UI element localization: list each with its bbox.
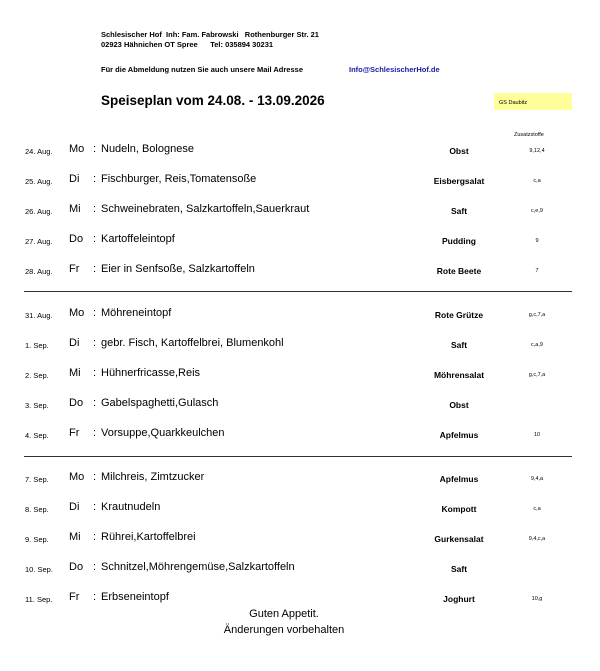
menu-additives: 7 <box>535 268 539 274</box>
menu-meal: Erbseneintopf <box>101 591 169 603</box>
menu-date: 27. Aug. <box>25 237 53 246</box>
menu-row <box>0 470 600 488</box>
menu-weekday: Di <box>69 501 80 513</box>
menu-additives: g,c,7,a <box>528 372 546 378</box>
menu-row <box>0 366 600 384</box>
menu-side-dish: Eisbergsalat <box>433 176 485 186</box>
menu-date: 8. Sep. <box>25 505 49 514</box>
menu-meal: gebr. Fisch, Kartoffelbrei, Blumenkohl <box>101 337 284 349</box>
footer-notice: Änderungen vorbehalten <box>223 624 345 636</box>
menu-date: 11. Sep. <box>25 595 53 604</box>
menu-row <box>0 530 600 548</box>
menu-date: 31. Aug. <box>25 311 53 320</box>
school-badge-label: GS Daubitz <box>499 100 528 106</box>
menu-row <box>0 142 600 160</box>
week-divider <box>24 291 572 292</box>
menu-colon: : <box>93 397 97 409</box>
menu-colon: : <box>93 203 97 215</box>
header-address-line: Schlesischer Hof Inh: Fam. Fabrowski Rothenburger Str. 21 <box>101 30 319 39</box>
menu-side-dish: Obst <box>449 146 469 156</box>
menu-side-dish: Saft <box>450 340 468 350</box>
menu-weekday: Fr <box>69 591 80 603</box>
menu-colon: : <box>93 263 97 275</box>
menu-meal: Hühnerfricasse,Reis <box>101 367 201 379</box>
menu-colon: : <box>93 591 97 603</box>
menu-row <box>0 306 600 324</box>
menu-meal: Schnitzel,Möhrengemüse,Salzkartoffeln <box>101 561 295 573</box>
menu-meal: Gabelspaghetti,Gulasch <box>101 397 219 409</box>
menu-date: 9. Sep. <box>25 535 49 544</box>
menu-weekday: Fr <box>69 263 80 275</box>
menu-additives: 9,12,4 <box>529 148 545 154</box>
menu-row <box>0 336 600 354</box>
menu-meal: Fischburger, Reis,Tomatensoße <box>101 173 257 185</box>
menu-colon: : <box>93 561 97 573</box>
menu-meal: Möhreneintopf <box>101 307 172 319</box>
menu-side-dish: Saft <box>450 564 468 574</box>
menu-meal: Nudeln, Bolognese <box>101 143 194 155</box>
menu-meal: Schweinebraten, Salzkartoffeln,Sauerkraut <box>101 203 310 215</box>
menu-row <box>0 232 600 250</box>
menu-row <box>0 262 600 280</box>
menu-weekday: Mo <box>69 143 85 155</box>
menu-date: 28. Aug. <box>25 267 53 276</box>
menu-side-dish: Kompott <box>441 504 477 514</box>
menu-row <box>0 560 600 578</box>
menu-weekday: Di <box>69 173 80 185</box>
menu-weekday: Mi <box>69 203 81 215</box>
menu-side-dish: Rote Grütze <box>434 310 484 320</box>
menu-weekday: Mi <box>69 531 81 543</box>
menu-weekday: Mo <box>69 471 85 483</box>
menu-additives: 9,4,c,a <box>528 536 546 542</box>
header-phone-line: 02923 Hähnichen OT Spree Tel: 035894 30231 <box>101 40 274 49</box>
menu-colon: : <box>93 143 97 155</box>
menu-colon: : <box>93 471 97 483</box>
menu-additives: c,a <box>533 506 541 512</box>
menu-row <box>0 590 600 608</box>
menu-colon: : <box>93 501 97 513</box>
menu-meal: Vorsuppe,Quarkkeulchen <box>101 427 225 439</box>
menu-weekday: Mo <box>69 307 85 319</box>
menu-side-dish: Apfelmus <box>439 474 479 484</box>
menu-colon: : <box>93 367 97 379</box>
menu-weekday: Di <box>69 337 80 349</box>
menu-row <box>0 500 600 518</box>
menu-date: 25. Aug. <box>25 177 53 186</box>
menu-additives: c,a <box>533 178 541 184</box>
school-badge <box>494 93 572 110</box>
menu-side-dish: Pudding <box>442 236 476 246</box>
menu-weekday: Do <box>69 561 84 573</box>
menu-colon: : <box>93 427 97 439</box>
menu-side-dish: Rote Beete <box>436 266 482 276</box>
menu-additives: c,e,9 <box>531 208 543 214</box>
mail-link[interactable]: Info@SchlesischerHof.de <box>349 65 440 74</box>
menu-weekday: Do <box>69 233 84 245</box>
menu-meal: Krautnudeln <box>101 501 161 513</box>
menu-colon: : <box>93 531 97 543</box>
menu-additives: c,a,9 <box>531 342 543 348</box>
additives-header: Zusatzstoffe <box>514 132 544 138</box>
menu-colon: : <box>93 173 97 185</box>
menu-side-dish: Obst <box>449 400 469 410</box>
menu-meal: Milchreis, Zimtzucker <box>101 471 205 483</box>
menu-row <box>0 172 600 190</box>
mail-hint: Für die Abmeldung nutzen Sie auch unsere Mail Adresse <box>101 65 303 74</box>
page-title: Speiseplan vom 24.08. - 13.09.2026 <box>101 93 325 108</box>
menu-side-dish: Saft <box>450 206 468 216</box>
menu-meal: Eier in Senfsoße, Salzkartoffeln <box>101 263 255 275</box>
week-divider <box>24 456 572 457</box>
menu-side-dish: Joghurt <box>443 594 475 604</box>
menu-additives: 9,4,a <box>530 476 544 482</box>
menu-date: 24. Aug. <box>25 147 53 156</box>
menu-meal: Kartoffeleintopf <box>101 233 175 245</box>
menu-side-dish: Möhrensalat <box>433 370 485 380</box>
menu-date: 1. Sep. <box>25 341 49 350</box>
menu-row <box>0 202 600 220</box>
footer-greeting: Guten Appetit. <box>249 608 319 620</box>
menu-date: 26. Aug. <box>25 207 53 216</box>
menu-weekday: Fr <box>69 427 80 439</box>
menu-weekday: Mi <box>69 367 81 379</box>
menu-row <box>0 426 600 444</box>
menu-additives: 9 <box>535 238 539 244</box>
menu-side-dish: Apfelmus <box>439 430 479 440</box>
menu-additives: g,c,7,a <box>528 312 546 318</box>
menu-date: 4. Sep. <box>25 431 49 440</box>
menu-date: 7. Sep. <box>25 475 49 484</box>
menu-date: 2. Sep. <box>25 371 49 380</box>
menu-date: 10. Sep. <box>25 565 53 574</box>
menu-weekday: Do <box>69 397 84 409</box>
menu-additives: 10,g <box>531 596 543 602</box>
menu-row <box>0 396 600 414</box>
menu-date: 3. Sep. <box>25 401 49 410</box>
menu-colon: : <box>93 307 97 319</box>
menu-colon: : <box>93 233 97 245</box>
menu-side-dish: Gurkensalat <box>434 534 484 544</box>
menu-colon: : <box>93 337 97 349</box>
menu-additives: 10 <box>533 432 541 438</box>
menu-meal: Rührei,Kartoffelbrei <box>101 531 196 543</box>
